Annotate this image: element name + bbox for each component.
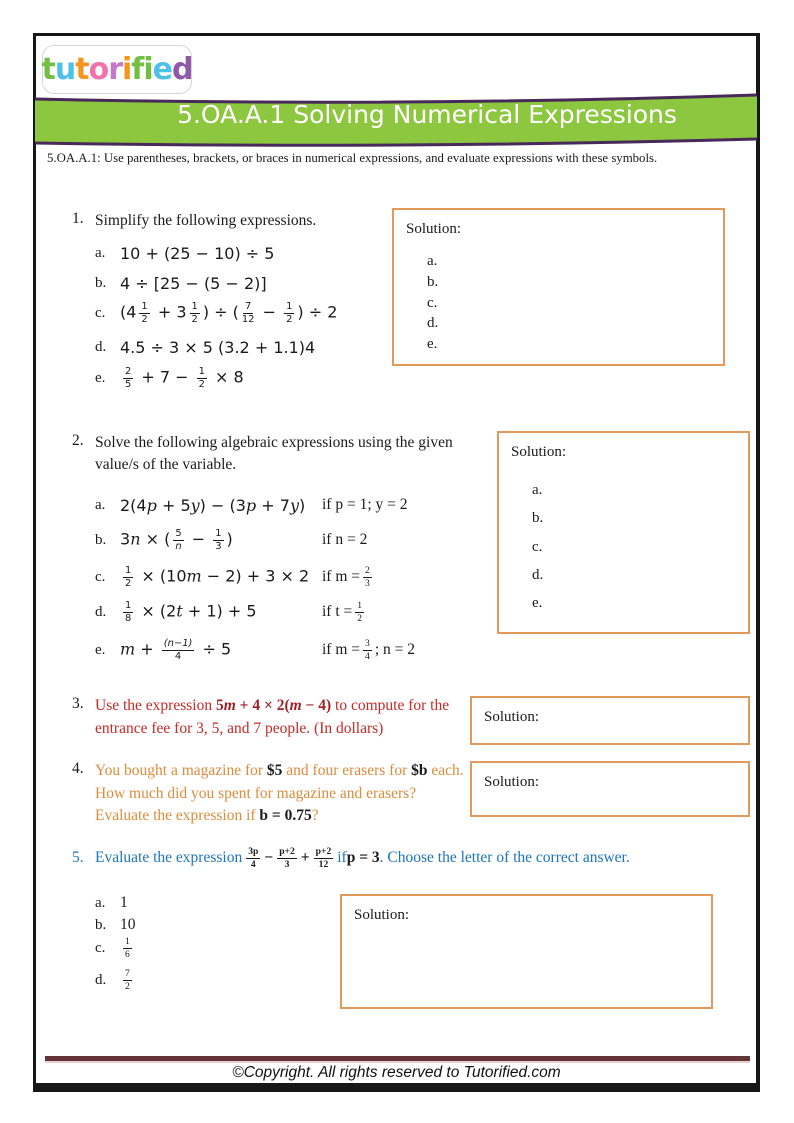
standard-description: 5.OA.A.1: Use parentheses, brackets, or braces in numerical expressions, and evaluate expressions with these symbols. <box>47 151 658 165</box>
logo-letter: o <box>88 52 109 87</box>
question-2-number: 2. <box>72 432 84 449</box>
math-expression: 10 + (25 − 10) ÷ 5 <box>120 243 275 263</box>
solution-label: Solution: <box>484 774 540 790</box>
math-expression: $\frac{2}{5}$ + 7 − $\frac{1}{2}$ × 8 <box>125 366 244 390</box>
item-label: b. <box>95 274 107 291</box>
solution-label: Solution: <box>354 907 410 923</box>
q1-item-a <box>95 238 274 268</box>
question-2-prompt: Solve the following algebraic expressions using the given value/s of the variable. <box>95 434 453 473</box>
item-label: a. <box>95 244 106 261</box>
question-3-text: Use the expression 5m + 4 × 2(m − 4) to compute for the entrance fee for 3, 5, and 7 people. (In dollars) <box>95 697 450 737</box>
solution-line: d. <box>427 315 439 332</box>
q2-item-b <box>95 522 233 558</box>
item-label: a. <box>95 496 106 513</box>
solution-line: e. <box>427 336 438 353</box>
footer-divider-bar <box>45 1056 750 1063</box>
question-1-prompt: Simplify the following expressions. <box>95 212 317 229</box>
item-label: e. <box>95 369 106 386</box>
solution-line: c. <box>532 538 543 555</box>
q2-condition-a: if p = 1; y = 2 <box>322 496 408 513</box>
solution-answer-lines <box>427 251 723 355</box>
q2-item-d <box>95 594 257 630</box>
option-value: $\frac{1}{6}$ <box>125 936 130 960</box>
question-3-number: 3. <box>72 695 84 712</box>
logo-letter: u <box>54 52 76 87</box>
item-label: c. <box>95 304 106 321</box>
logo-letter: f <box>131 52 144 87</box>
solution-line: e. <box>532 595 543 612</box>
q2-item-a <box>95 487 305 523</box>
solution-box-5 <box>340 894 713 1009</box>
logo-letter: r <box>108 52 122 87</box>
solution-box-1 <box>392 208 725 366</box>
q2-condition-c: if m = $\frac{2}{3}$ <box>322 565 370 589</box>
option-label: a. <box>95 894 106 911</box>
solution-box-2 <box>497 431 750 634</box>
solution-line: c. <box>427 294 438 311</box>
solution-label: Solution: <box>406 221 462 237</box>
solution-box-4 <box>470 761 750 817</box>
math-expression: $\frac{1}{8}$ × (2t + 1) + 5 <box>125 600 257 624</box>
q1-item-c <box>95 298 337 328</box>
math-expression: (4 $\frac{1}{2}$ + 3 $\frac{1}{2}$ ) ÷ ( $\frac{7}{12}$ − $\frac{1}{2}$ ) ÷ 2 <box>120 301 338 325</box>
item-label: d. <box>95 338 107 355</box>
logo-letter: i <box>143 52 153 87</box>
solution-answer-lines <box>532 476 748 617</box>
math-expression: 4.5 ÷ 3 × 5 (3.2 + 1.1)4 <box>120 337 316 357</box>
q1-item-e <box>95 363 244 393</box>
question-1-number: 1. <box>72 210 84 227</box>
logo-letter: d <box>172 52 193 87</box>
solution-label: Solution: <box>484 709 540 725</box>
logo-letter: e <box>152 52 172 87</box>
question-4-text: You bought a magazine for $5 and four erasers for $b each. How much did you spent for magazine and erasers? Evaluate the expression if b = 0.75? <box>95 762 464 824</box>
q1-item-b <box>95 268 267 298</box>
question-5-text: Evaluate the expression $\frac{3p}{4}$ − $\frac{p+2}{3}$ + $\frac{p+2}{12}$ if p = 3 . Choose the letter of the correct answer. <box>95 846 630 870</box>
q2-condition-d: if t = $\frac{1}{2}$ <box>322 600 363 624</box>
solution-label: Solution: <box>511 444 567 460</box>
math-expression: m + $\frac{(n-1)}{4}$ ÷ 5 <box>120 638 232 662</box>
solution-box-3 <box>470 696 750 745</box>
math-expression: 2(4p + 5y) − (3p + 7y) <box>120 495 306 515</box>
q2-item-e <box>95 632 231 668</box>
question-4-number: 4. <box>72 760 84 777</box>
worksheet-title: 5.OA.A.1 Solving Numerical Expressions <box>177 100 677 129</box>
q5-option-d <box>95 965 135 995</box>
option-label: b. <box>95 916 107 933</box>
item-label: b. <box>95 531 107 548</box>
solution-line: d. <box>532 566 544 583</box>
question-5-number: 5. <box>72 849 84 866</box>
q2-condition-e: if m = $\frac{3}{4}$ ; n = 2 <box>322 638 416 662</box>
item-label: d. <box>95 603 107 620</box>
logo-letter: i <box>121 52 132 87</box>
logo-letter: t <box>75 52 89 87</box>
q2-condition-b: if n = 2 <box>322 531 368 548</box>
logo-letter: t <box>41 52 55 87</box>
tutorified-logo <box>42 45 192 94</box>
item-label: c. <box>95 568 106 585</box>
solution-line: a. <box>427 253 438 269</box>
option-value: 10 <box>120 916 136 933</box>
q2-item-c <box>95 559 309 595</box>
option-label: d. <box>95 971 107 988</box>
solution-line: a. <box>532 482 543 498</box>
item-label: e. <box>95 641 106 658</box>
solution-line: b. <box>427 273 439 290</box>
q5-option-c <box>95 933 135 963</box>
option-value: $\frac{7}{2}$ <box>125 968 130 992</box>
q1-item-d <box>95 332 315 362</box>
option-value: 1 <box>120 894 128 911</box>
math-expression: $\frac{1}{2}$ × (10m − 2) + 3 × 2 <box>125 565 310 589</box>
option-label: c. <box>95 939 106 956</box>
solution-line: b. <box>532 510 544 527</box>
copyright-text: ©Copyright. All rights reserved to Tutorified.com <box>232 1064 561 1081</box>
math-expression: 3n × ( $\frac{5}{n}$ − $\frac{1}{3}$ ) <box>120 528 233 552</box>
math-expression: 4 ÷ [25 − (5 − 2)] <box>120 273 267 293</box>
